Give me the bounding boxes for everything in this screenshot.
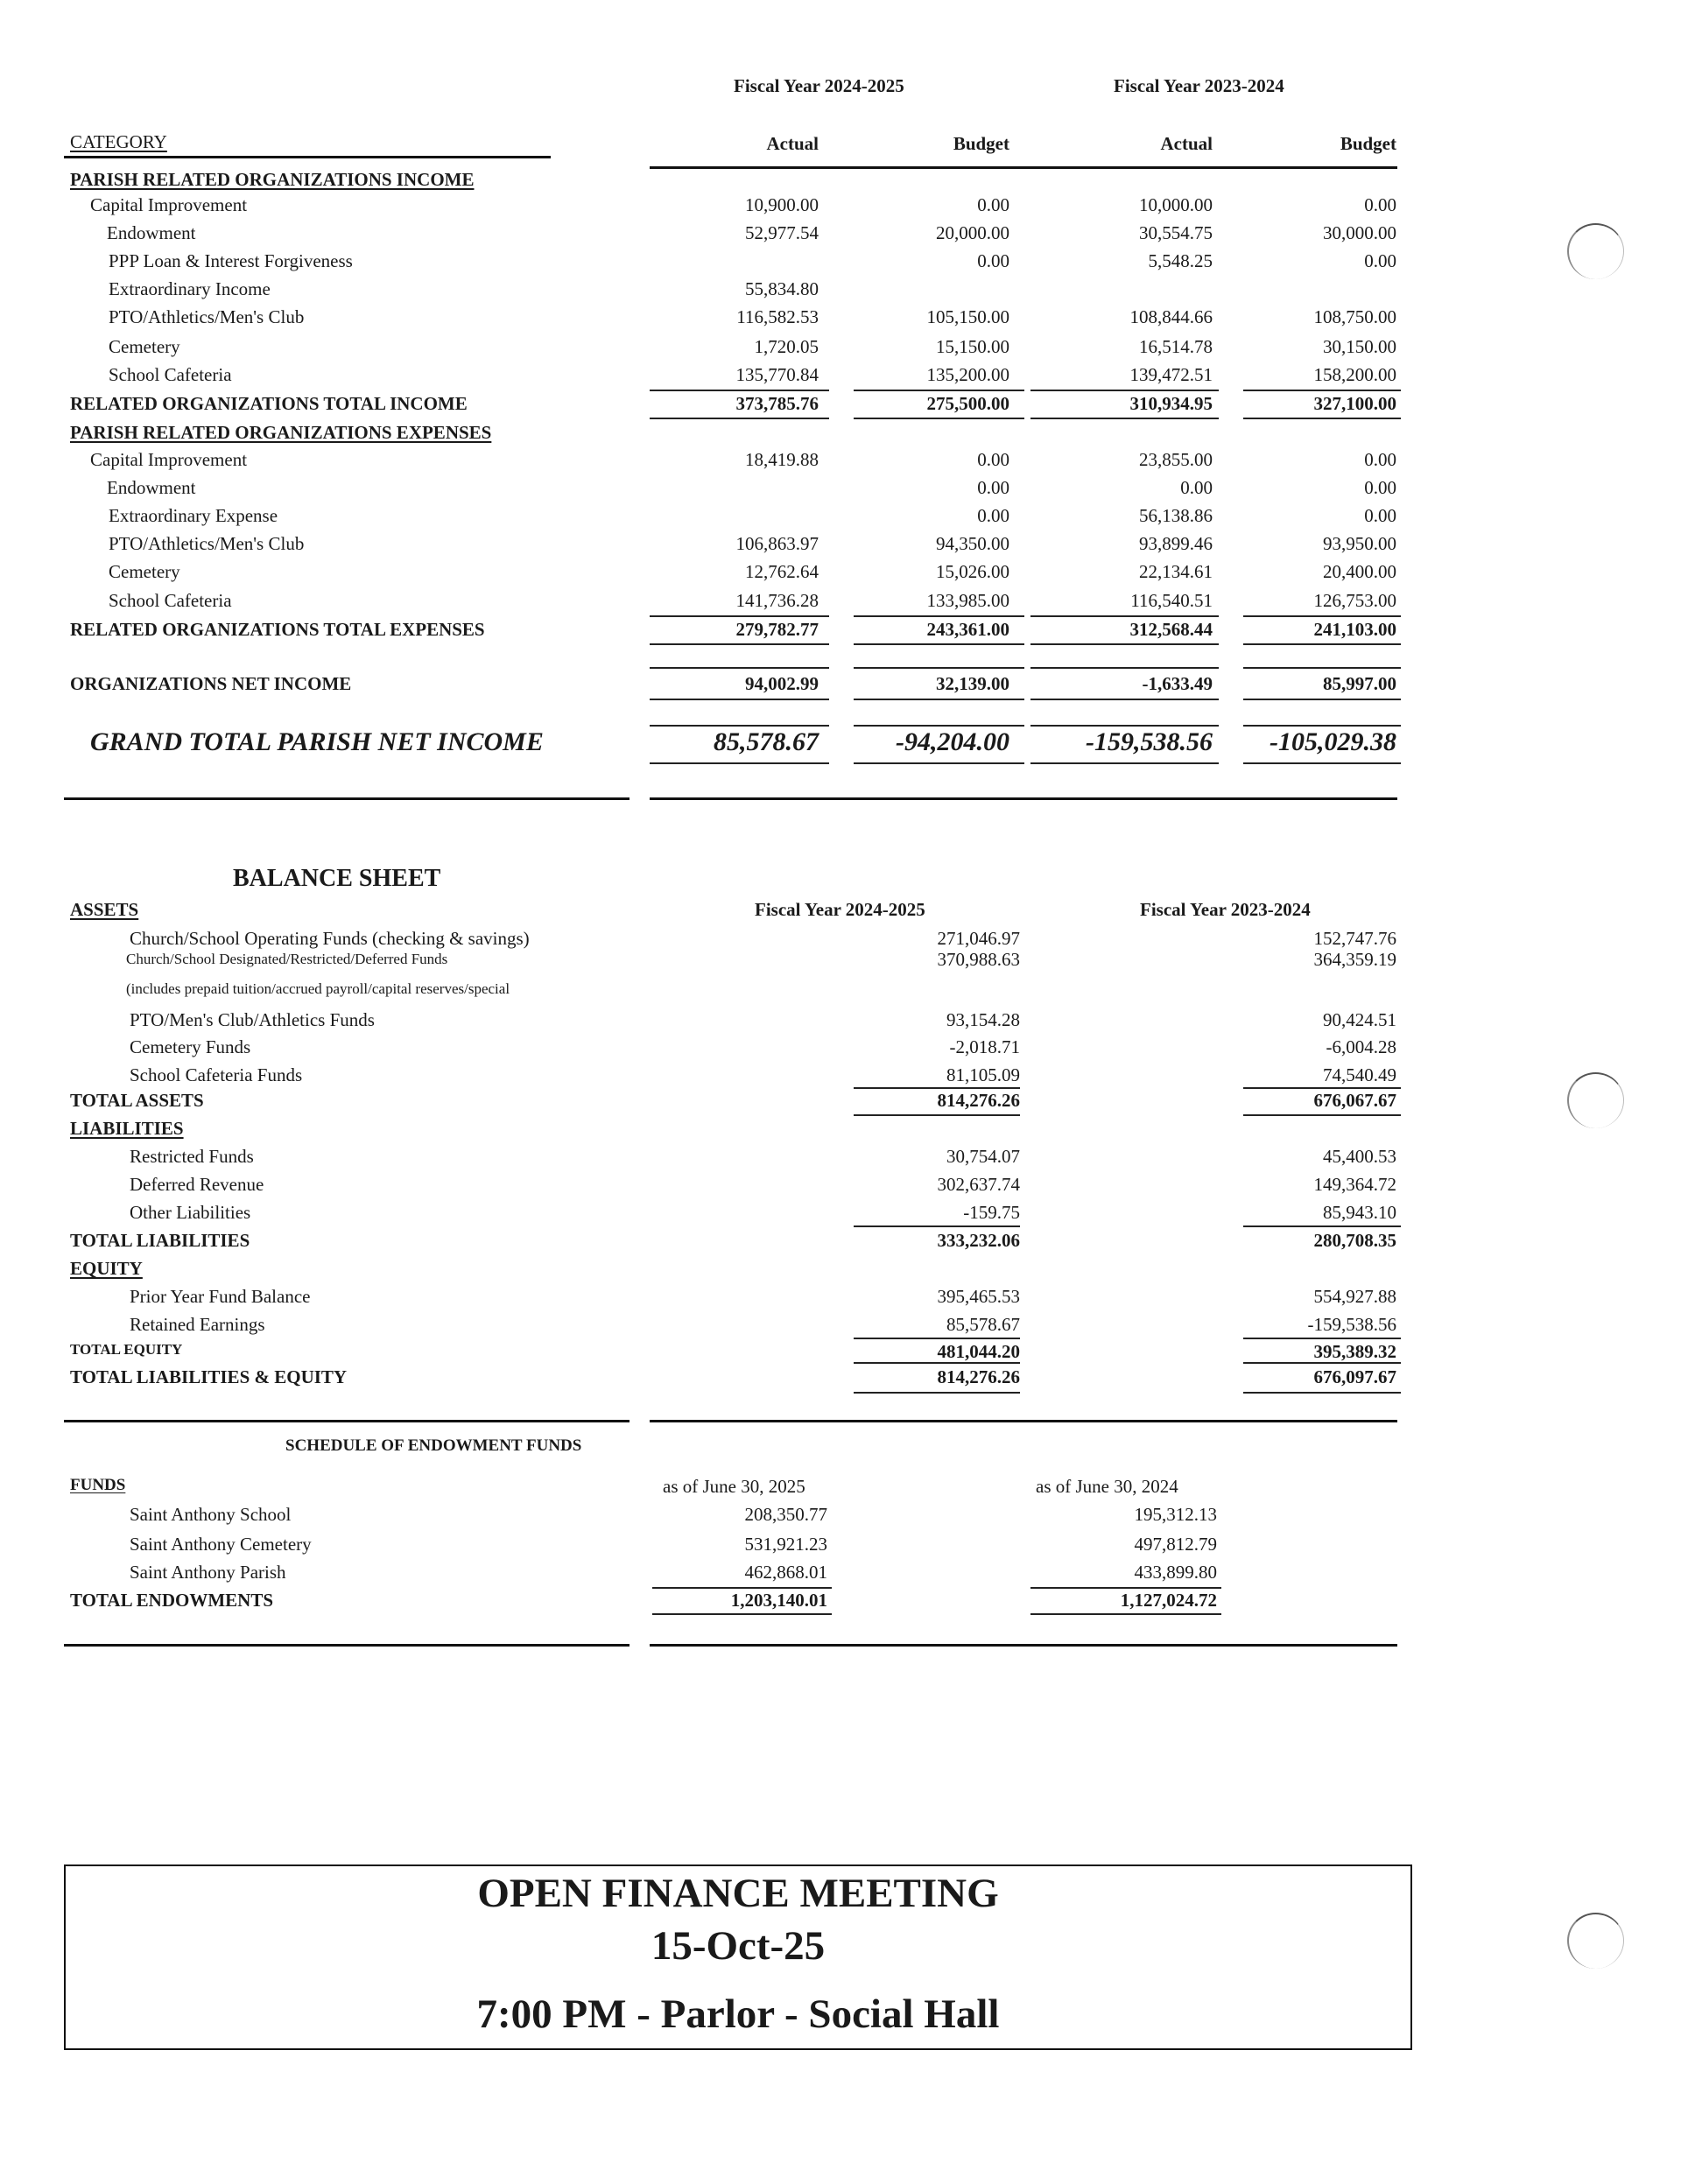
expense-row-value: 22,134.61 <box>1139 561 1213 582</box>
liability-row-label: Other Liabilities <box>130 1202 251 1223</box>
income-row-value: 10,900.00 <box>745 194 819 215</box>
expense-row-value: 94,350.00 <box>936 533 1009 554</box>
column-rule <box>854 699 1024 700</box>
column-underline <box>650 615 829 617</box>
column-rule <box>1030 699 1219 700</box>
section-divider <box>64 797 629 800</box>
income-total-label: RELATED ORGANIZATIONS TOTAL INCOME <box>70 393 468 414</box>
expense-row-label: Capital Improvement <box>90 449 248 470</box>
income-row-value: 52,977.54 <box>745 222 819 243</box>
income-row-value: 16,514.78 <box>1139 336 1213 357</box>
asset-row-label: (includes prepaid tuition/accrued payroll/capital reserves/special <box>126 980 510 997</box>
column-double-underline <box>854 643 1024 645</box>
column-double-underline <box>1243 1362 1401 1364</box>
column-rule <box>854 762 1024 764</box>
asset-row-value: -6,004.28 <box>1326 1036 1396 1057</box>
income-row-value: 139,472.51 <box>1129 364 1213 385</box>
net-income-value: 32,139.00 <box>936 673 1009 694</box>
column-underline <box>1030 1587 1221 1589</box>
income-row-value: 10,000.00 <box>1139 194 1213 215</box>
column-rule <box>1030 725 1219 727</box>
equity-row-value: 85,578.67 <box>946 1314 1020 1335</box>
income-row-label: Extraordinary Income <box>109 278 271 299</box>
column-underline <box>1243 390 1401 391</box>
binder-hole-mark <box>1567 223 1624 279</box>
column-rule <box>1243 762 1401 764</box>
column-header: Actual <box>766 133 819 154</box>
liability-row-label: Restricted Funds <box>130 1146 254 1167</box>
expense-row-value: 20,400.00 <box>1323 561 1396 582</box>
column-rule <box>650 725 829 727</box>
column-underline <box>854 1225 1020 1227</box>
endowment-row-value: 433,899.80 <box>1134 1562 1217 1583</box>
column-rule <box>1243 667 1401 669</box>
expense-row-value: 106,863.97 <box>735 533 819 554</box>
asset-row-value: 271,046.97 <box>937 928 1020 949</box>
endowment-row-label: Saint Anthony School <box>130 1504 292 1525</box>
equity-row-value: -159,538.56 <box>1307 1314 1396 1335</box>
column-double-underline <box>854 1392 1020 1394</box>
liability-row-value: 45,400.53 <box>1323 1146 1396 1167</box>
expense-row-label: Extraordinary Expense <box>109 505 278 526</box>
endowment-title: SCHEDULE OF ENDOWMENT FUNDS <box>285 1436 582 1455</box>
meeting-details: 7:00 PM - Parlor - Social Hall <box>476 1991 1000 2037</box>
income-row-value: 15,150.00 <box>936 336 1009 357</box>
expense-row-value: 23,855.00 <box>1139 449 1213 470</box>
expense-row-value: 93,899.46 <box>1139 533 1213 554</box>
column-rule <box>854 667 1024 669</box>
total-equity-value: 481,044.20 <box>937 1341 1020 1362</box>
funds-section-title: FUNDS <box>70 1476 126 1494</box>
endowment-date-header: as of June 30, 2024 <box>1036 1476 1178 1497</box>
equity-section-title: EQUITY <box>70 1258 143 1279</box>
column-rule <box>650 667 829 669</box>
column-double-underline <box>1030 418 1219 419</box>
total-endowments-value: 1,127,024.72 <box>1120 1590 1217 1611</box>
balance-fiscal-year-header: Fiscal Year 2024-2025 <box>755 899 925 920</box>
column-rule <box>854 725 1024 727</box>
endowment-row-label: Saint Anthony Parish <box>130 1562 286 1583</box>
income-row-label: PTO/Athletics/Men's Club <box>109 306 305 327</box>
equity-row-value: 395,465.53 <box>937 1286 1020 1307</box>
column-underline <box>650 390 829 391</box>
grand-total-value: -94,204.00 <box>896 727 1009 756</box>
column-rule <box>650 699 829 700</box>
column-header: Budget <box>1340 133 1396 154</box>
income-row-value: 0.00 <box>977 250 1009 271</box>
income-section-title: PARISH RELATED ORGANIZATIONS INCOME <box>70 169 475 190</box>
asset-row-label: Cemetery Funds <box>130 1036 251 1057</box>
asset-row-value: 364,359.19 <box>1313 949 1396 970</box>
total-assets-value: 814,276.26 <box>937 1090 1020 1111</box>
expense-total-value: 241,103.00 <box>1313 619 1396 640</box>
liability-row-value: 85,943.10 <box>1323 1202 1396 1223</box>
column-double-underline <box>854 1362 1020 1364</box>
endowment-row-value: 462,868.01 <box>744 1562 827 1583</box>
income-row-label: PPP Loan & Interest Forgiveness <box>109 250 353 271</box>
column-underline <box>1243 1225 1401 1227</box>
asset-row-value: 74,540.49 <box>1323 1064 1396 1085</box>
expense-row-value: 0.00 <box>1364 449 1396 470</box>
asset-row-value: 370,988.63 <box>937 949 1020 970</box>
total-endowments-value: 1,203,140.01 <box>730 1590 827 1611</box>
income-row-value: 135,770.84 <box>735 364 819 385</box>
column-underline <box>854 390 1024 391</box>
column-underline <box>1243 615 1401 617</box>
endowment-date-header: as of June 30, 2025 <box>663 1476 805 1497</box>
equity-row-value: 554,927.88 <box>1313 1286 1396 1307</box>
balance-fiscal-year-header: Fiscal Year 2023-2024 <box>1140 899 1311 920</box>
expense-row-value: 116,540.51 <box>1130 590 1213 611</box>
income-row-value: 30,000.00 <box>1323 222 1396 243</box>
expense-row-value: 18,419.88 <box>745 449 819 470</box>
fiscal-year-header: Fiscal Year 2023-2024 <box>1114 75 1284 96</box>
column-header-rule <box>650 166 1397 169</box>
income-row-value: 30,554.75 <box>1139 222 1213 243</box>
category-header-rule <box>64 156 551 158</box>
total-assets-value: 676,067.67 <box>1313 1090 1396 1111</box>
column-underline <box>854 1338 1020 1339</box>
equity-row-label: Retained Earnings <box>130 1314 265 1335</box>
expense-row-value: 0.00 <box>1180 477 1213 498</box>
liability-row-value: -159.75 <box>963 1202 1020 1223</box>
income-row-value: 108,844.66 <box>1129 306 1213 327</box>
liability-row-value: 149,364.72 <box>1313 1174 1396 1195</box>
income-row-label: Capital Improvement <box>90 194 248 215</box>
column-double-underline <box>650 418 829 419</box>
column-underline <box>1030 615 1219 617</box>
expense-row-value: 133,985.00 <box>926 590 1009 611</box>
grand-total-label: GRAND TOTAL PARISH NET INCOME <box>90 727 544 756</box>
income-row-value: 0.00 <box>1364 194 1396 215</box>
expense-row-value: 126,753.00 <box>1313 590 1396 611</box>
expense-row-value: 15,026.00 <box>936 561 1009 582</box>
grand-total-value: -105,029.38 <box>1270 727 1396 756</box>
equity-row-label: Prior Year Fund Balance <box>130 1286 311 1307</box>
income-row-value: 5,548.25 <box>1148 250 1213 271</box>
column-rule <box>1030 667 1219 669</box>
income-row-value: 20,000.00 <box>936 222 1009 243</box>
column-underline <box>1243 1087 1401 1089</box>
income-row-value: 0.00 <box>977 194 1009 215</box>
column-double-underline <box>854 418 1024 419</box>
expense-section-title: PARISH RELATED ORGANIZATIONS EXPENSES <box>70 422 492 443</box>
liabilities-section-title: LIABILITIES <box>70 1118 184 1139</box>
total-liabilities-value: 280,708.35 <box>1313 1230 1396 1251</box>
income-row-value: 0.00 <box>1364 250 1396 271</box>
asset-row-value: -2,018.71 <box>949 1036 1020 1057</box>
asset-row-label: PTO/Men's Club/Athletics Funds <box>130 1009 375 1030</box>
section-divider <box>650 1420 1397 1422</box>
expense-row-value: 141,736.28 <box>735 590 819 611</box>
column-double-underline <box>652 1613 832 1615</box>
column-double-underline <box>1030 643 1219 645</box>
column-underline <box>652 1587 832 1589</box>
expense-row-value: 0.00 <box>1364 505 1396 526</box>
column-double-underline <box>1243 1392 1401 1394</box>
grand-total-value: 85,578.67 <box>714 727 819 756</box>
column-underline <box>1030 390 1219 391</box>
meeting-announcement-box <box>64 1864 1412 2050</box>
asset-row-value: 152,747.76 <box>1313 928 1396 949</box>
asset-row-label: Church/School Operating Funds (checking & savings) <box>130 928 530 949</box>
income-row-value: 116,582.53 <box>736 306 819 327</box>
column-rule <box>1030 762 1219 764</box>
assets-section-title: ASSETS <box>70 899 139 920</box>
endowment-row-value: 195,312.13 <box>1134 1504 1217 1525</box>
meeting-title: OPEN FINANCE MEETING <box>477 1871 999 1916</box>
column-header: Actual <box>1160 133 1213 154</box>
income-total-value: 327,100.00 <box>1313 393 1396 414</box>
income-total-value: 310,934.95 <box>1129 393 1213 414</box>
net-income-value: 94,002.99 <box>745 673 819 694</box>
category-header: CATEGORY <box>70 131 167 152</box>
total-equity-label: TOTAL EQUITY <box>70 1341 183 1358</box>
expense-row-value: 0.00 <box>977 477 1009 498</box>
column-rule <box>1243 725 1401 727</box>
section-divider <box>64 1644 629 1647</box>
total-equity-value: 395,389.32 <box>1313 1341 1396 1362</box>
total-endowments-label: TOTAL ENDOWMENTS <box>70 1590 274 1611</box>
section-divider <box>64 1420 629 1422</box>
net-income-value: 85,997.00 <box>1323 673 1396 694</box>
income-row-label: School Cafeteria <box>109 364 232 385</box>
income-row-value: 30,150.00 <box>1323 336 1396 357</box>
column-underline <box>854 1087 1020 1089</box>
income-row-value: 1,720.05 <box>754 336 819 357</box>
income-row-label: Cemetery <box>109 336 180 357</box>
column-double-underline <box>650 643 829 645</box>
income-row-value: 135,200.00 <box>926 364 1009 385</box>
endowment-row-label: Saint Anthony Cemetery <box>130 1534 312 1555</box>
endowment-row-value: 208,350.77 <box>744 1504 827 1525</box>
column-rule <box>1243 699 1401 700</box>
expense-row-value: 0.00 <box>1364 477 1396 498</box>
section-divider <box>650 1644 1397 1647</box>
column-double-underline <box>1243 418 1401 419</box>
column-rule <box>650 762 829 764</box>
expense-row-value: 56,138.86 <box>1139 505 1213 526</box>
meeting-date: 15-Oct-25 <box>651 1923 826 1969</box>
column-header: Budget <box>953 133 1009 154</box>
column-underline <box>1243 1338 1401 1339</box>
asset-row-value: 81,105.09 <box>946 1064 1020 1085</box>
column-double-underline <box>1030 1613 1221 1615</box>
asset-row-label: Church/School Designated/Restricted/Deferred Funds <box>126 951 448 967</box>
expense-row-label: Cemetery <box>109 561 180 582</box>
income-total-value: 373,785.76 <box>735 393 819 414</box>
income-row-value: 55,834.80 <box>745 278 819 299</box>
expense-row-label: School Cafeteria <box>109 590 232 611</box>
column-double-underline <box>1243 643 1401 645</box>
column-double-underline <box>854 1114 1020 1116</box>
binder-hole-mark <box>1567 1072 1624 1128</box>
endowment-row-value: 531,921.23 <box>744 1534 827 1555</box>
liability-row-label: Deferred Revenue <box>130 1174 264 1195</box>
asset-row-value: 93,154.28 <box>946 1009 1020 1030</box>
income-row-value: 105,150.00 <box>926 306 1009 327</box>
balance-sheet-title: BALANCE SHEET <box>233 865 441 892</box>
net-income-label: ORGANIZATIONS NET INCOME <box>70 673 352 694</box>
column-underline <box>854 615 1024 617</box>
expense-row-value: 0.00 <box>977 505 1009 526</box>
expense-total-value: 312,568.44 <box>1129 619 1213 640</box>
total-liabilities-value: 333,232.06 <box>937 1230 1020 1251</box>
asset-row-label: School Cafeteria Funds <box>130 1064 303 1085</box>
expense-row-label: Endowment <box>107 477 196 498</box>
income-row-value: 158,200.00 <box>1313 364 1396 385</box>
fiscal-year-header: Fiscal Year 2024-2025 <box>734 75 904 96</box>
total-liabilities-label: TOTAL LIABILITIES <box>70 1230 250 1251</box>
expense-total-value: 279,782.77 <box>735 619 819 640</box>
income-row-label: Endowment <box>107 222 196 243</box>
total-assets-label: TOTAL ASSETS <box>70 1090 204 1111</box>
total-liabilities-equity-label: TOTAL LIABILITIES & EQUITY <box>70 1366 348 1387</box>
income-total-value: 275,500.00 <box>926 393 1009 414</box>
endowment-row-value: 497,812.79 <box>1134 1534 1217 1555</box>
binder-hole-mark <box>1567 1913 1624 1969</box>
section-divider <box>650 797 1397 800</box>
column-double-underline <box>1243 1114 1401 1116</box>
net-income-value: -1,633.49 <box>1142 673 1213 694</box>
total-liabilities-equity-value: 814,276.26 <box>937 1366 1020 1387</box>
grand-total-value: -159,538.56 <box>1086 727 1213 756</box>
expense-total-value: 243,361.00 <box>926 619 1009 640</box>
expense-row-value: 0.00 <box>977 449 1009 470</box>
expense-row-value: 12,762.64 <box>745 561 819 582</box>
expense-row-label: PTO/Athletics/Men's Club <box>109 533 305 554</box>
income-row-value: 108,750.00 <box>1313 306 1396 327</box>
expense-total-label: RELATED ORGANIZATIONS TOTAL EXPENSES <box>70 619 485 640</box>
liability-row-value: 30,754.07 <box>946 1146 1020 1167</box>
total-liabilities-equity-value: 676,097.67 <box>1313 1366 1396 1387</box>
liability-row-value: 302,637.74 <box>937 1174 1020 1195</box>
asset-row-value: 90,424.51 <box>1323 1009 1396 1030</box>
expense-row-value: 93,950.00 <box>1323 533 1396 554</box>
